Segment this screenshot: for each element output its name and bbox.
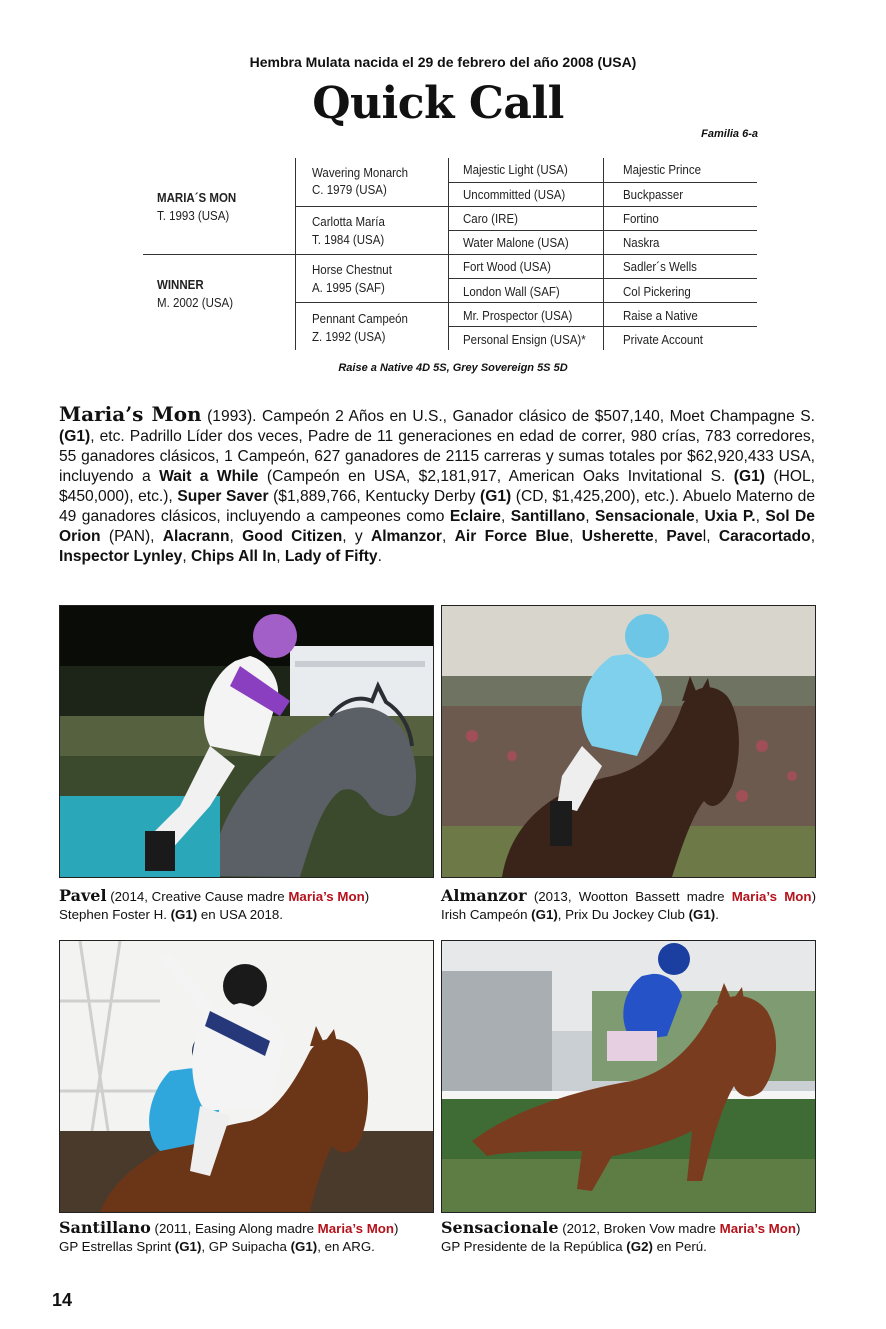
caption-text: . — [715, 907, 719, 922]
horse-name: Almanzor — [370, 528, 443, 545]
sep: , — [229, 528, 243, 545]
sep: , — [585, 508, 596, 525]
text: (PAN), — [100, 528, 163, 545]
gen2-name: Pennant Campeón — [312, 312, 408, 326]
gen3-name: Mr. Prospector (USA) — [463, 309, 573, 323]
caption-santillano — [59, 1219, 434, 1256]
caption-close: ) — [796, 1221, 801, 1236]
caption-close: ) — [811, 889, 816, 904]
horse-name: Usherette — [581, 528, 654, 545]
gen4-name: Buckpasser — [623, 188, 684, 202]
gen4-name: Raise a Native — [623, 309, 698, 323]
gen3-name: Fort Wood (USA) — [463, 260, 551, 274]
gen2-name: Carlotta María — [312, 215, 385, 229]
gen3-name: Majestic Light (USA) — [463, 163, 568, 177]
caption-sire: Maria’s Mon — [288, 889, 365, 904]
text: , etc. Padrillo Líder dos veces, Padre de 11 generaciones en edad de correr, 980 crías, 783 corredores, 55 ganadores clásicos, 1 Campeón, 627 ganadores de 2115 carreras y sumas totales por $62,920,433 USA, incluyendo a — [59, 428, 815, 485]
caption-text: GP Presidente de la República — [441, 1239, 627, 1254]
caption-grade: (G1) — [174, 1239, 202, 1254]
caption-grade: (G1) — [170, 907, 198, 922]
grade: (G1) — [59, 428, 91, 445]
horse-name: Alacrann — [162, 528, 230, 545]
sep: , — [276, 548, 285, 565]
caption-text: GP Estrellas Sprint — [59, 1239, 175, 1254]
dam-name: WINNER — [157, 278, 204, 292]
grade: (G1) — [480, 488, 512, 505]
caption-horse: Almanzor — [441, 886, 527, 905]
horse-name: Sensacionale — [595, 508, 695, 525]
horse-name: Inspector Lynley — [59, 548, 183, 565]
sep: , — [694, 508, 705, 525]
caption-sire: Maria’s Mon — [731, 889, 812, 904]
sire-info: T. 1993 (USA) — [157, 209, 230, 223]
horse-name: Wait a While — [159, 468, 259, 485]
caption-text: Stephen Foster H. — [59, 907, 171, 922]
photo-almanzor — [441, 605, 816, 878]
horse-name: Chips All In — [191, 548, 277, 565]
photo-santillano — [59, 940, 434, 1213]
page-subtitle: Hembra Mulata nacida el 29 de febrero del año 2008 (USA) — [249, 54, 637, 70]
gen2-info: C. 1979 (USA) — [312, 183, 387, 197]
family-label: Familia 6-a — [701, 128, 758, 140]
gen3-name: Uncommitted (USA) — [463, 188, 566, 202]
grade: (G1) — [733, 468, 765, 485]
horse-name: Lady of Fifty — [284, 548, 378, 565]
sep: , — [442, 528, 455, 545]
text: l — [702, 528, 707, 545]
caption-close: ) — [394, 1221, 399, 1236]
sire-description — [59, 404, 815, 567]
dam-info: M. 2002 (USA) — [157, 296, 234, 310]
caption-detail: (2012, Broken Vow madre — [558, 1221, 720, 1236]
caption-almanzor — [441, 887, 816, 924]
caption-text: , GP Suipacha — [201, 1239, 291, 1254]
caption-pavel — [59, 887, 434, 924]
caption-detail: (2014, Creative Cause madre — [106, 889, 289, 904]
caption-text: , en ARG. — [317, 1239, 375, 1254]
caption-sire: Maria’s Mon — [719, 1221, 796, 1236]
page-title: Quick Call — [312, 78, 564, 129]
page-number: 14 — [52, 1290, 73, 1310]
sep: , — [755, 508, 766, 525]
caption-horse: Santillano — [59, 1218, 151, 1237]
caption-sensacionale — [441, 1219, 816, 1256]
gen4-name: Naskra — [623, 236, 660, 250]
photo-pavel — [59, 605, 434, 878]
caption-text: en Perú. — [652, 1239, 707, 1254]
sep: , — [706, 528, 719, 545]
caption-text: , Prix Du Jockey Club — [557, 907, 689, 922]
text: (CD, $1,425,200), etc.). Abuelo Materno de 49 ganadores clásicos, incluyendo a campeones como — [59, 488, 815, 525]
caption-horse: Sensacionale — [441, 1218, 559, 1237]
caption-text: Irish Campeón — [441, 907, 532, 922]
horse-name: Caracortado — [718, 528, 811, 545]
sire-name: MARIA´S MON — [157, 191, 237, 205]
gen4-name: Majestic Prince — [623, 163, 701, 177]
photo-sensacionale — [441, 940, 816, 1213]
gen4-name: Private Account — [623, 333, 703, 347]
gen3-name: Water Malone (USA) — [463, 236, 569, 250]
sep: , — [500, 508, 511, 525]
horse-name: Pave — [666, 528, 703, 545]
caption-grade: (G1) — [531, 907, 558, 922]
inbreeding-note: Raise a Native 4D 5S, Grey Sovereign 5S 5D — [338, 362, 568, 374]
text: (HOL, $450,000), etc.), — [59, 468, 815, 505]
gen3-name: Caro (IRE) — [463, 212, 518, 226]
sep: , — [569, 528, 582, 545]
horse-name: Uxia P. — [704, 508, 756, 525]
text: ($1,889,766, Kentucky Derby — [268, 488, 481, 505]
caption-sire: Maria’s Mon — [317, 1221, 395, 1236]
gen4-name: Col Pickering — [623, 285, 691, 299]
caption-detail: (2011, Easing Along madre — [150, 1221, 318, 1236]
caption-text: en USA 2018. — [197, 907, 283, 922]
text: (1993). Campeón 2 Años en U.S., Ganador clásico de $507,140, Moet Champagne S. — [201, 408, 815, 425]
gen3-name: Personal Ensign (USA)* — [463, 333, 586, 347]
gen4-name: Sadler´s Wells — [623, 260, 697, 274]
horse-name: Eclaire — [449, 508, 501, 525]
gen4-name: Fortino — [623, 212, 659, 226]
gen2-name: Wavering Monarch — [312, 166, 409, 180]
text: , y — [342, 528, 371, 545]
horse-name: Santillano — [510, 508, 586, 525]
gen2-info: T. 1984 (USA) — [312, 233, 385, 247]
pedigree-table — [143, 158, 757, 352]
gen2-info: Z. 1992 (USA) — [312, 330, 386, 344]
gen2-name: Horse Chestnut — [312, 263, 392, 277]
caption-close: ) — [364, 889, 370, 904]
caption-grade: (G1) — [688, 907, 716, 922]
sep: , — [810, 528, 816, 545]
sire-heading: Maria’s Mon — [59, 402, 202, 426]
caption-horse: Pavel — [59, 886, 107, 905]
sep: , — [653, 528, 667, 545]
horse-name: Sol De Orion — [59, 508, 815, 545]
caption-grade: (G1) — [290, 1239, 318, 1254]
sep: , — [182, 548, 192, 565]
text: . — [377, 548, 382, 565]
horse-name: Super Saver — [177, 488, 269, 505]
caption-detail: (2013, Wootton Bassett madre — [526, 889, 732, 904]
horse-name: Good Citizen — [242, 528, 343, 545]
gen2-info: A. 1995 (SAF) — [312, 281, 385, 295]
caption-grade: (G2) — [626, 1239, 653, 1254]
gen3-name: London Wall (SAF) — [463, 285, 560, 299]
text: (Campeón en USA, $2,181,917, American Oaks Invitational S. — [258, 468, 734, 485]
horse-name: Air Force Blue — [454, 528, 570, 545]
